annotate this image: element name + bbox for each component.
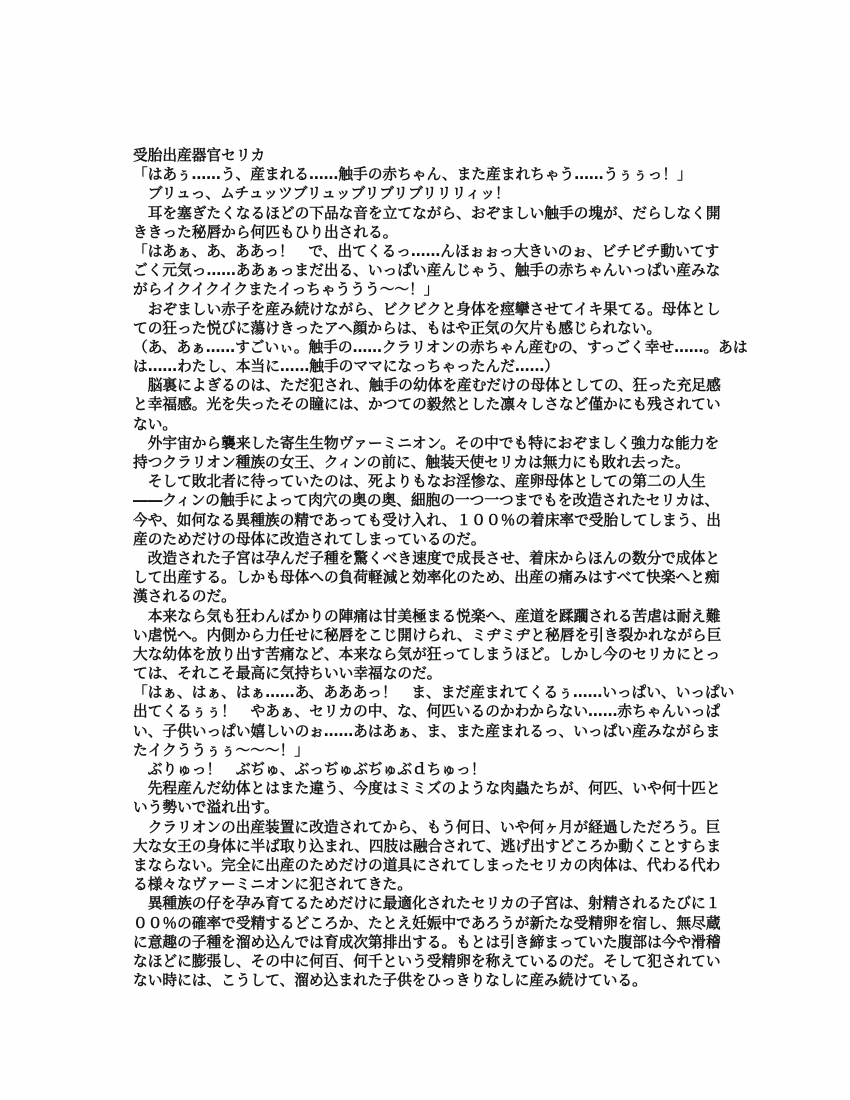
text-line: なほどに膨張し、その中に何百、何千という受精卵を称えているのだ。そして犯されてい: [133, 952, 721, 970]
text-line: がらイクイクイクまたイっちゃううう～～！」: [133, 281, 439, 299]
text-line: いう勢いで溢れ出す。: [133, 799, 279, 817]
text-line: 大な女王の身体に半ば取り込まれ、四肢は融合されて、逃げ出すどころか動くことすらま: [133, 837, 722, 855]
text-line: まならない。完全に出産のためだけの道具にされてしまったセリカの肉体は、代わる代わ: [133, 856, 721, 874]
text-line: ない時には、こうして、溜め込まれた子供をひっきりなしに産み続けている。: [133, 972, 647, 990]
text-line: 改造された子宮は孕んだ子種を驚くべき速度で成長させ、着床からほんの数分で成体と: [133, 549, 721, 567]
text-line: 耳を塞ぎたくなるほどの下品な音を立てながら、おぞましい触手の塊が、だらしなく開: [133, 204, 721, 222]
text-line: そして敗北者に待っていたのは、死よりもなお淫惨な、産卵母体としての第二の人生: [133, 473, 706, 491]
text-line: 異種族の仔を孕み育てるためだけに最適化されたセリカの子宮は、射精されるたびに１: [133, 895, 721, 913]
text-line: 出てくるぅぅ！ やあぁ、セリカの中、な、何匹いるのかわからない……赤ちゃんいっぱ: [133, 703, 721, 721]
text-block: [133, 146, 773, 990]
text-line: 「はあぁ、あ、ああっ！ で、出てくるっ……んほぉぉっ大きいのぉ、ビチビチ動いてす: [133, 242, 720, 260]
text-line: 「はぁ、はぁ、はぁ……あ、あああっ！ ま、まだ産まれてくるぅ……いっぱい、いっぱい: [133, 684, 735, 702]
text-line: クラリオンの出産装置に改造されてから、もう何日、いや何ヶ月が経過しただろう。巨: [133, 818, 721, 836]
text-line: 持つクラリオン種族の女王、クィンの前に、触装天使セリカは無力にも敗れ去った。: [133, 454, 690, 471]
text-line: たイクううぅぅ～～～！」: [133, 741, 309, 759]
text-line: 「はあぅ……う、産まれる……触手の赤ちゃん、また産まれちゃう……うぅぅっ！」: [133, 166, 692, 184]
text-line: ない。: [133, 415, 178, 433]
text-line: ききった秘唇から何匹もひり出される。: [133, 223, 398, 241]
text-line: る様々なヴァーミニオンに犯されてきた。: [133, 876, 412, 894]
text-line: 本来なら気も狂わんばかりの陣痛は甘美極まる悦楽へ、産道を蹂躙される苦虐は耐え難: [133, 607, 721, 625]
text-line: ての狂った悦びに蕩けきったアヘ顔からは、もはや正気の欠片も感じられない。: [133, 319, 662, 337]
text-line: ００％の確率で受精するどころか、たとえ妊娠中であろうが新たな受精卵を宿し、無尽蔵: [133, 914, 721, 932]
text-line: 産のためだけの母体に改造されてしまっているのだ。: [133, 530, 486, 548]
text-line: ごく元気っ……ああぁっまだ出る、いっぱい産んじゃう、触手の赤ちゃんいっぱい産みな: [133, 262, 721, 280]
text-line: ては、それこそ最高に気持ちいい幸福なのだ。: [133, 665, 442, 683]
text-line: して出産する。しかも母体への負荷軽減と効率化のため、出産の痛みはすべて快楽へと痴: [133, 569, 720, 587]
text-line: い、子供いっぱい嬉しいのぉ……あはあぁ、ま、また産まれるっ、いっぱい産みながらま: [133, 722, 721, 740]
text-line: 今や、如何なる異種族の精であっても受け入れ、１００％の着床率で受胎してしまう、出: [133, 511, 721, 529]
text-line: ――クィンの触手によって肉穴の奥の奥、細胞の一つ一つまでもを改造されたセリカは、: [133, 492, 720, 510]
text-line: 先程産んだ幼体とはまた違う、今度はミミズのような肉蟲たちが、何匹、いや何十匹と: [133, 780, 721, 798]
text-line: は……わたし、本当に……触手のママになっちゃったんだ……）: [133, 358, 559, 376]
document-title: 受胎出産器官セリカ: [133, 147, 266, 164]
text-line: 漢されるのだ。: [133, 588, 236, 606]
text-line: （あ、あぁ……すごいぃ。触手の……クラリオンの赤ちゃん産むの、すっごく幸せ……。あは: [133, 338, 748, 356]
text-line: 大な幼体を放り出す苦痛など、本来なら気が狂ってしまうほど。しかし今のセリカにとっ: [133, 645, 721, 663]
text-line: に意趣の子種を溜め込んでは育成次第排出する。もとは引き締まっていた腹部は今や滑稽: [133, 933, 721, 951]
text-line: ぶりゅっ！ ぶぢゅ、ぶっぢゅぶぢゅぶｄちゅっ！: [133, 761, 486, 778]
text-line: い虐悦へ。内側から力任せに秘唇をこじ開けられ、ミヂミヂと秘唇を引き裂かれながら巨: [133, 626, 722, 644]
text-line: おぞましい赤子を産み続けながら、ビクビクと身体を痙攣させてイキ果てる。母体とし: [133, 300, 721, 318]
text-line: ブリュっ、ムチュッツブリュッブリブリブリリリィッ！: [133, 185, 510, 203]
text-line: 脳裏によぎるのは、ただ犯され、触手の幼体を産むだけの母体としての、狂った充足感: [133, 377, 721, 395]
text-line: 外宇宙から襲来した寄生生物ヴァーミニオン。その中でも特におぞましく強力な能力を: [133, 434, 720, 452]
text-line: と幸福感。光を失ったその瞳には、かつての毅然とした凛々しさなど僅かにも残されてい: [133, 396, 721, 414]
